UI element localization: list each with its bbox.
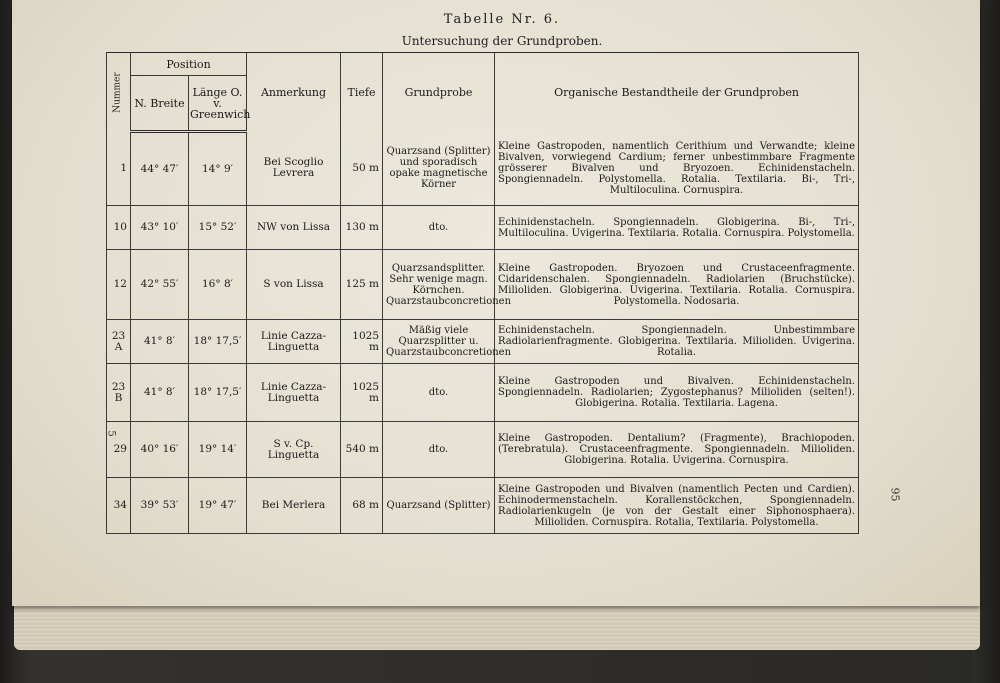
cell-laenge: 19° 47′ bbox=[189, 478, 247, 534]
cell-nummer: 1 bbox=[107, 132, 131, 206]
cell-anmerkung: S v. Cp. Linguetta bbox=[247, 422, 341, 478]
cell-breite: 41° 8′ bbox=[131, 364, 189, 422]
cell-grundprobe: dto. bbox=[383, 422, 495, 478]
header-anmerkung: Anmerkung bbox=[247, 53, 341, 132]
cell-laenge: 18° 17,5′ bbox=[189, 364, 247, 422]
cell-organisch: Kleine Gastropoden. Bryozoen und Crustaceenfragmente. Cidaridenschalen. Spongiennadeln. Radiolarien (Bruchstücke). Milioliden. Globigerina. Uvigerina. Textilaria. Rotalia. Cornuspira. Polystomella. Nodosaria. bbox=[495, 250, 859, 320]
cell-laenge: 19° 14′ bbox=[189, 422, 247, 478]
cell-organisch: Kleine Gastropoden. Dentalium? (Fragmente), Brachiopoden. (Terebratula). Crustaceenfragmente. Spongiennadeln. Milioliden. Globigerina. Rotalia. Uvigerina. Cornuspira. bbox=[495, 422, 859, 478]
cell-anmerkung: Bei Merlera bbox=[247, 478, 341, 534]
cell-nummer: 29 bbox=[107, 422, 131, 478]
cell-breite: 44° 47′ bbox=[131, 132, 189, 206]
cell-breite: 40° 16′ bbox=[131, 422, 189, 478]
cell-nummer: 10 bbox=[107, 206, 131, 250]
cell-tiefe: 68 m bbox=[341, 478, 383, 534]
cell-anmerkung: Bei Scoglio Levrera bbox=[247, 132, 341, 206]
cell-tiefe: 125 m bbox=[341, 250, 383, 320]
cell-anmerkung: Linie Cazza-Linguetta bbox=[247, 364, 341, 422]
cell-tiefe: 50 m bbox=[341, 132, 383, 206]
cell-tiefe: 1025 m bbox=[341, 320, 383, 364]
cell-nummer: 23 A bbox=[107, 320, 131, 364]
cell-tiefe: 540 m bbox=[341, 422, 383, 478]
table-row bbox=[107, 132, 859, 206]
cell-grundprobe: Mäßig viele Quarzsplitter u. Quarzstaubconcretionen bbox=[383, 320, 495, 364]
cell-grundprobe: Quarzsand (Splitter) und sporadisch opake magnetische Körner bbox=[383, 132, 495, 206]
table-row bbox=[107, 364, 859, 422]
cell-organisch: Kleine Gastropoden und Bivalven (namentlich Pecten und Cardien). Echinodermenstacheln. Korallenstöckchen, Spongiennadeln. Radiolarienkugeln (je von der Gestalt einer Siphonosphaera). Milioliden. Cornuspira. Rotalia, Textilaria. Polystomella. bbox=[495, 478, 859, 534]
cell-organisch: Echinidenstacheln. Spongiennadeln. Unbestimmbare Radiolarienfragmente. Globigerina. Textilaria. Milioliden. Uvigerina. Rotalia. bbox=[495, 320, 859, 364]
header-position: Position bbox=[131, 53, 247, 76]
sample-table bbox=[106, 52, 858, 528]
page-title: Tabelle Nr. 6. bbox=[443, 12, 561, 27]
cell-breite: 43° 10′ bbox=[131, 206, 189, 250]
table-row bbox=[107, 320, 859, 364]
cell-nummer: 12 bbox=[107, 250, 131, 320]
document-page bbox=[12, 0, 980, 606]
header-nummer: Nummer bbox=[107, 53, 131, 132]
cell-organisch: Echinidenstacheln. Spongiennadeln. Globigerina. Bi-, Tri-, Multiloculina. Uvigerina. Textilaria. Rotalia. Cornuspira. Polystomella. bbox=[495, 206, 859, 250]
cell-laenge: 18° 17,5′ bbox=[189, 320, 247, 364]
cell-organisch: Kleine Gastropoden und Bivalven. Echinidenstacheln. Spongiennadeln. Radiolarien; Zygostephanus? Milioliden (selten!). Globigerina. Rotalia. Textilaria. Lagena. bbox=[495, 364, 859, 422]
cell-breite: 39° 53′ bbox=[131, 478, 189, 534]
header-breite: N. Breite bbox=[131, 76, 189, 132]
table-row bbox=[107, 250, 859, 320]
header-organisch: Organische Bestandtheile der Grundproben bbox=[495, 53, 859, 132]
page-subtitle: Untersuchung der Grundproben. bbox=[401, 34, 603, 48]
side-number: 5 bbox=[105, 430, 117, 437]
header-tiefe: Tiefe bbox=[341, 53, 383, 132]
cell-grundprobe: dto. bbox=[383, 364, 495, 422]
cell-grundprobe: Quarzsandsplitter. Sehr wenige magn. Körnchen. Quarzstaubconcretionen bbox=[383, 250, 495, 320]
cell-organisch: Kleine Gastropoden, namentlich Cerithium und Verwandte; kleine Bivalven, vorwiegend Cardium; ferner unbestimmbare Fragmente grösserer Bivalven und Bryozoen. Echinidenstacheln. Spongiennadeln. Polystomella. Rotalia. Textilaria. Bi-, Tri-, Multiloculina. Cornuspira. bbox=[495, 132, 859, 206]
cell-nummer: 34 bbox=[107, 478, 131, 534]
cell-tiefe: 1025 m bbox=[341, 364, 383, 422]
cell-laenge: 15° 52′ bbox=[189, 206, 247, 250]
cell-breite: 42° 55′ bbox=[131, 250, 189, 320]
cell-laenge: 14° 9′ bbox=[189, 132, 247, 206]
cell-grundprobe: Quarzsand (Splitter) bbox=[383, 478, 495, 534]
cell-laenge: 16° 8′ bbox=[189, 250, 247, 320]
grundproben-table bbox=[106, 52, 859, 534]
cell-tiefe: 130 m bbox=[341, 206, 383, 250]
table-row bbox=[107, 206, 859, 250]
table-row bbox=[107, 478, 859, 534]
header-grundprobe: Grundprobe bbox=[383, 53, 495, 132]
cell-anmerkung: S von Lissa bbox=[247, 250, 341, 320]
cell-anmerkung: NW von Lissa bbox=[247, 206, 341, 250]
cell-anmerkung: Linie Cazza-Linguetta bbox=[247, 320, 341, 364]
table-row bbox=[107, 422, 859, 478]
cell-breite: 41° 8′ bbox=[131, 320, 189, 364]
page-number: 95 bbox=[888, 487, 902, 502]
cell-nummer: 23 B bbox=[107, 364, 131, 422]
cell-grundprobe: dto. bbox=[383, 206, 495, 250]
header-laenge: Länge O. v. Greenwich bbox=[189, 76, 247, 132]
